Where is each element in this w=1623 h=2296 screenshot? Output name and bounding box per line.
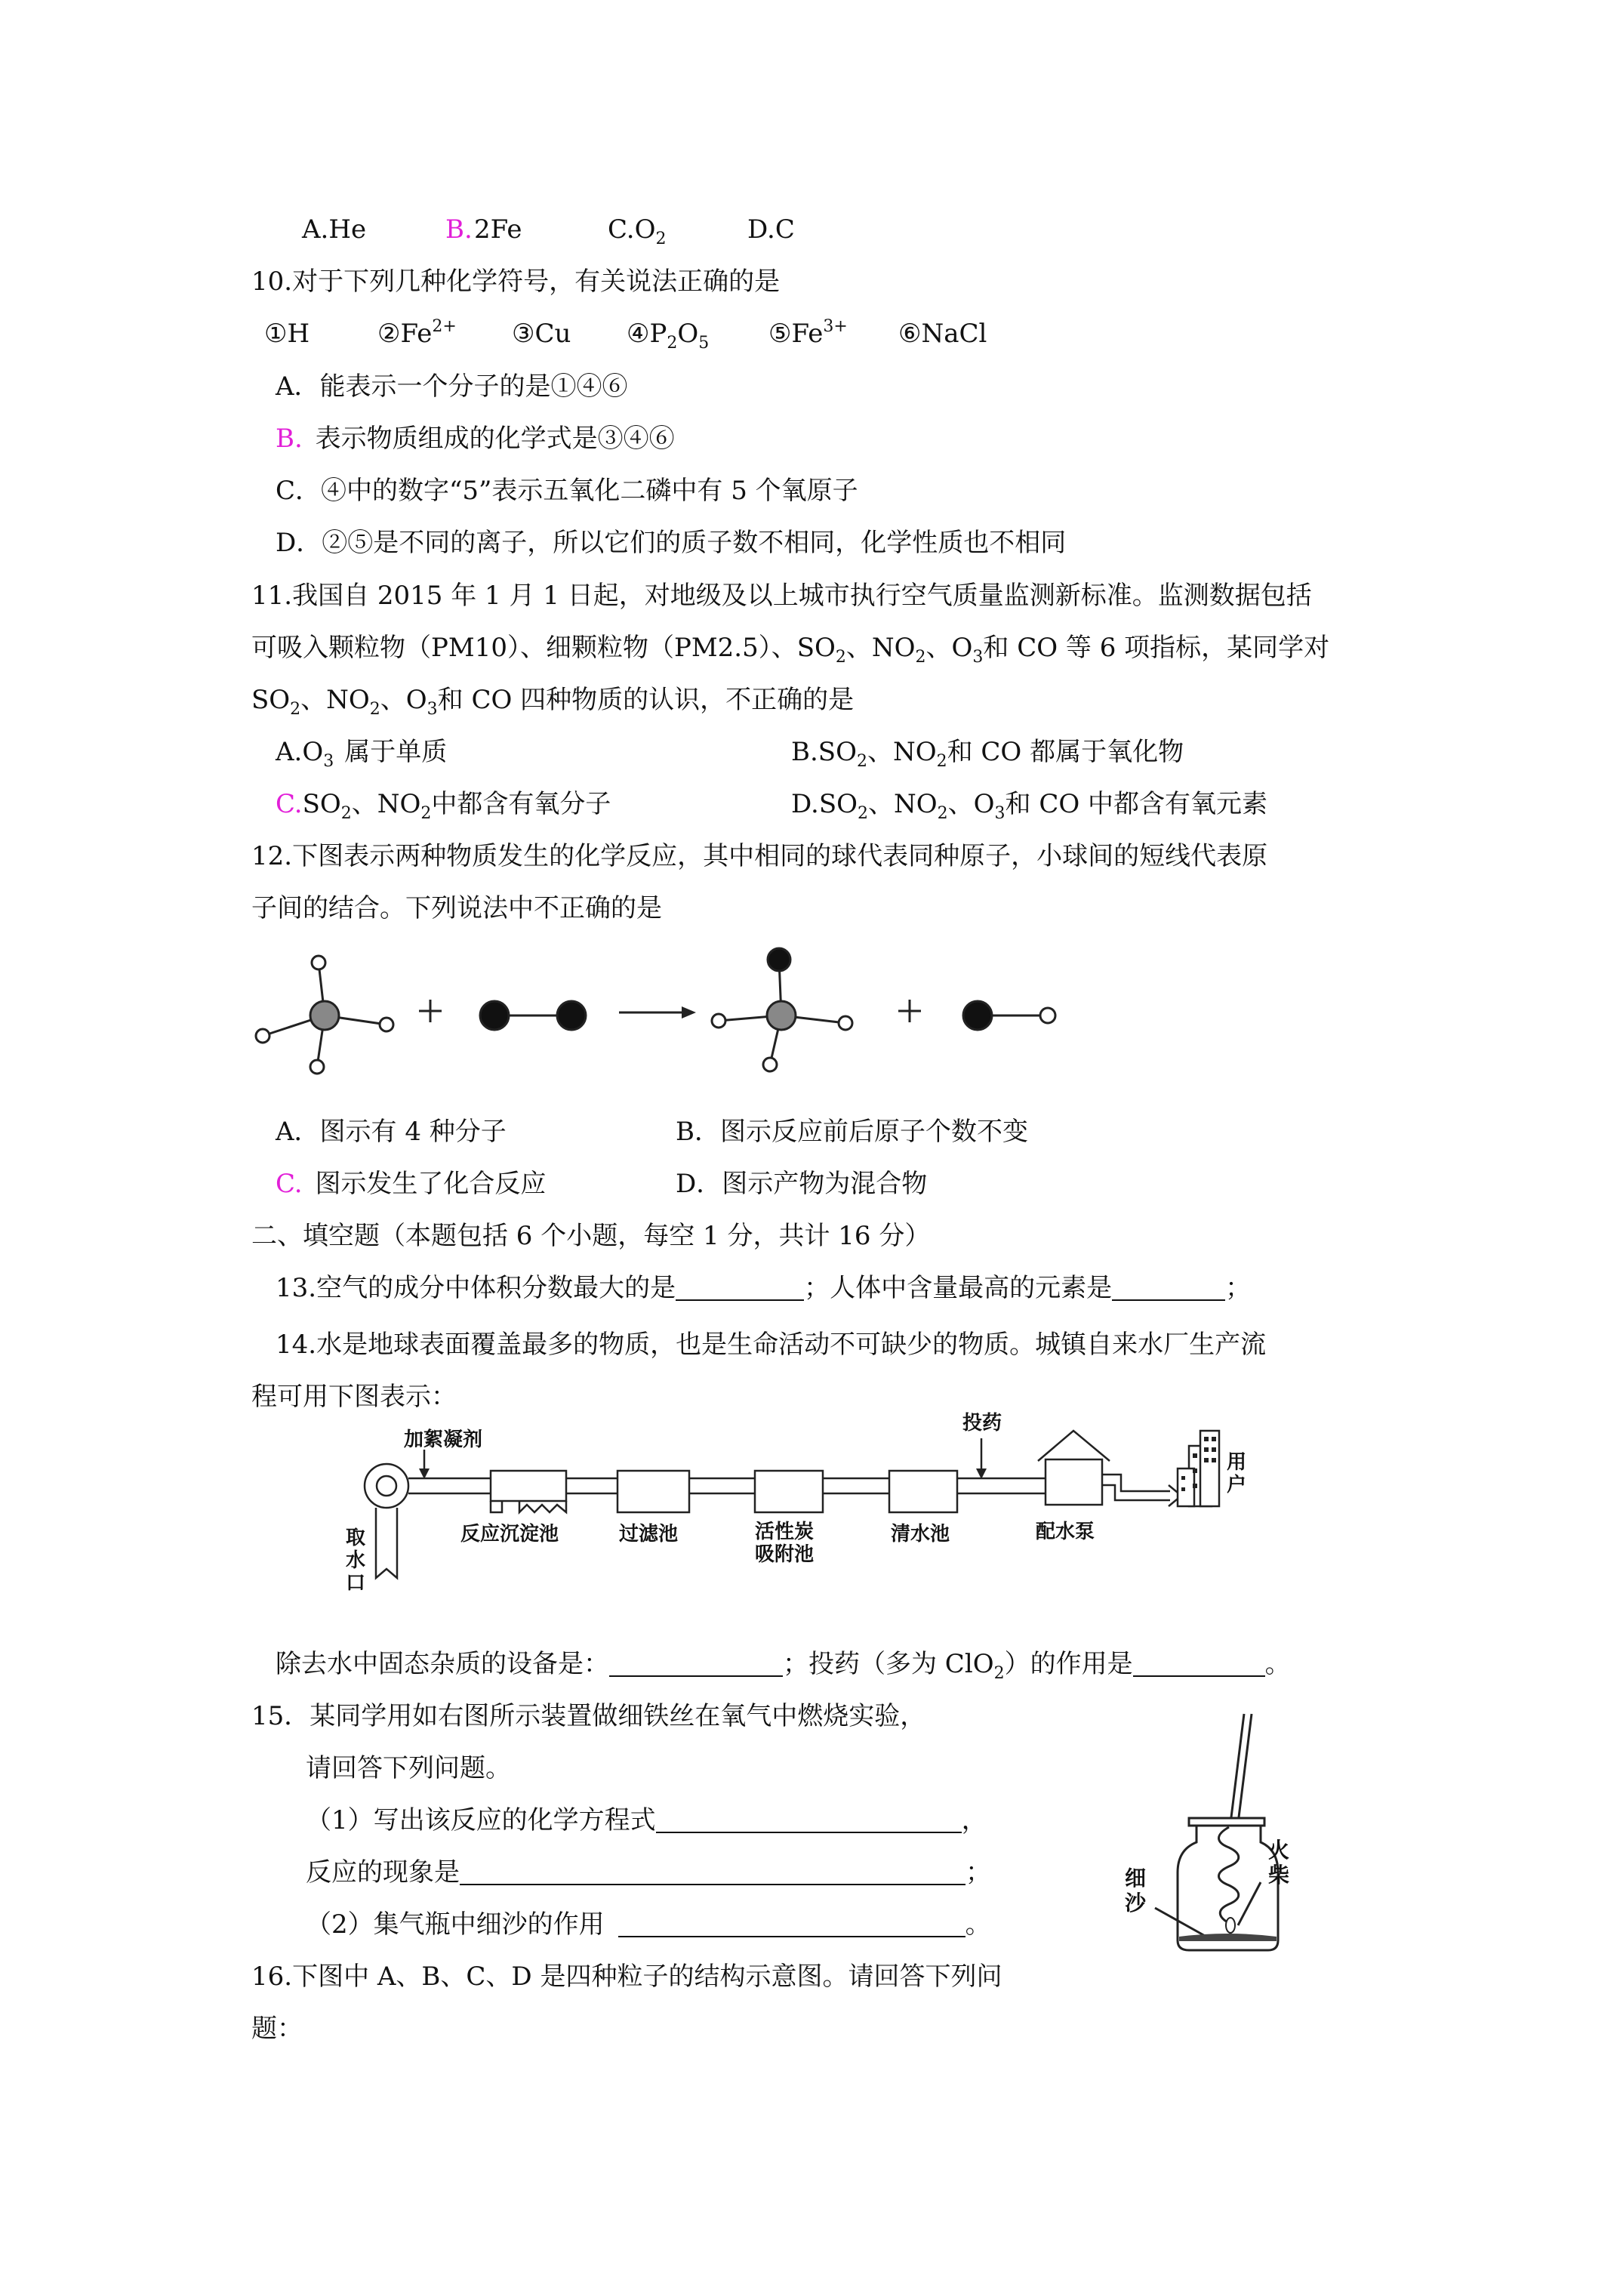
- carbon-label-2: 吸附池: [755, 1543, 815, 1566]
- q11-line3: $SO_2$、$NO_2$、$O_3$和 CO 四种物质的认识，不正确的是: [251, 685, 855, 719]
- q11-option-c: $C.SO_2$、$NO_2$中都含有氧分子: [276, 789, 611, 823]
- user-label-1: 用: [1227, 1451, 1247, 1474]
- q11-line1: 11.我国自 2015 年 1 月 1 日起，对地级及以上城市执行空气质量监测新标准。监测数据包括: [251, 581, 1312, 611]
- small-atom: [256, 1029, 269, 1043]
- dark-atom: [768, 948, 790, 971]
- q11-option-d: $D.SO_2$、$NO_2$、$O_3$和 CO 中都含有氧元素: [791, 789, 1268, 823]
- small-atom: [839, 1016, 852, 1030]
- match-head: [1226, 1918, 1235, 1933]
- reaction-diagram: [242, 940, 1110, 1106]
- q10-option-c: C．④中的数字“5”表示五氧化二磷中有 5 个氧原子: [276, 476, 858, 506]
- carbon-label-1: 活性炭: [755, 1521, 815, 1543]
- water-treatment-diagram: [317, 1412, 1283, 1635]
- q12-line1: 12.下图表示两种物质发生的化学反应，其中相同的球代表同种原子，小球间的短线代表原: [251, 841, 1268, 871]
- small-atom: [310, 1060, 324, 1074]
- q9-option-a: A.He: [302, 214, 367, 245]
- central-atom: [767, 1001, 796, 1030]
- q10-option-a: A．能表示一个分子的是①④⑥: [276, 371, 628, 402]
- coagulant-label: 加絮凝剂: [404, 1428, 483, 1451]
- q16-line1: 16.下图中 A、B、C、D 是四种粒子的结构示意图。请回答下列问: [251, 1962, 1002, 1992]
- small-atom: [312, 956, 325, 969]
- small-atom: [763, 1058, 777, 1071]
- q9-option-b-letter: B.: [445, 214, 473, 245]
- q15-blank-3[interactable]: [618, 1913, 965, 1937]
- small-atom: [1040, 1008, 1055, 1023]
- q14-answer: 除去水中固态杂质的设备是： ；投药（多为 ClO$_2$）的作用是 。: [276, 1649, 1291, 1683]
- clear-label: 清水池: [891, 1523, 950, 1546]
- q14-line1: 14.水是地球表面覆盖最多的物质，也是生命活动不可缺少的物质。城镇自来水厂生产流: [276, 1330, 1267, 1360]
- filter-label: 过滤池: [619, 1523, 679, 1546]
- user-label-2: 户: [1227, 1474, 1247, 1496]
- q9-options: A.He B. 2Fe $C.O_2$ D.C: [302, 214, 795, 248]
- sand-layer: [1179, 1934, 1277, 1941]
- iron-wire-apparatus: [1117, 1710, 1298, 1967]
- match-label-2: 柴: [1268, 1863, 1290, 1888]
- dark-atom: [963, 1001, 992, 1030]
- q15-line2: 请回答下列问题。: [306, 1753, 511, 1783]
- section-heading: 二、填空题（本题包括 6 个小题，每空 1 分，共计 16 分）: [251, 1221, 931, 1251]
- q13-blank-2[interactable]: [1112, 1277, 1225, 1301]
- q10-option-b: B. 表示物质组成的化学式是③④⑥: [276, 424, 675, 454]
- central-atom: [310, 1001, 339, 1030]
- q15-blank-1[interactable]: [656, 1809, 962, 1833]
- reaction-arrow-head: [682, 1006, 696, 1019]
- dark-atom: [480, 1001, 509, 1030]
- q12-option-c: C. 图示发生了化合反应: [276, 1169, 547, 1199]
- sand-label-2: 沙: [1125, 1891, 1147, 1915]
- intake-label-1: 取: [346, 1527, 366, 1549]
- q12-option-a: A．图示有 4 种分子: [276, 1117, 507, 1147]
- q11-line2: 可吸入颗粒物（PM10）、细颗粒物（PM2.5）、$SO_2$、$NO_2$、$O_3$和 CO 等 6 项指标，某同学对: [251, 633, 1330, 667]
- q12-option-d: D．图示产物为混合物: [676, 1169, 928, 1199]
- q9-option-b: 2Fe: [474, 214, 522, 245]
- q9-option-d: D.C: [747, 214, 795, 245]
- q15-line1: 15．某同学用如右图所示装置做细铁丝在氧气中燃烧实验，: [251, 1701, 926, 1731]
- q15-part1: （1）写出该反应的化学方程式 ，: [306, 1805, 987, 1835]
- q14-blank-2[interactable]: [1133, 1653, 1265, 1677]
- q11-option-b: $B.SO_2$、$NO_2$和 CO 都属于氧化物: [791, 737, 1184, 771]
- q15-part2: （2）集气瓶中细沙的作用 。: [306, 1909, 991, 1940]
- q16-line2: 题：: [251, 2014, 303, 2044]
- dosing-label: 投药: [962, 1412, 1002, 1435]
- dark-atom: [557, 1001, 586, 1030]
- q10-stem: 10.对于下列几种化学符号，有关说法正确的是: [251, 267, 781, 297]
- settling-label: 反应沉淀池: [460, 1523, 559, 1546]
- q14-line2: 程可用下图表示：: [251, 1382, 457, 1412]
- exam-page: A.He B. 2Fe $C.O_2$ D.C 10.对于下列几种化学符号，有关说法正确的是 ①H $②Fe^{2+}$ ③Cu $④P_2O_5$ $⑤Fe^{3+}$ ⑥NaCl A．能表示一个分子的是①④⑥ B. 表示物质组成的化学式是③④⑥ C．④中的数字“5”表示五氧化二磷中有 5 个氧原子 D．②⑤是不同的离子，所以它们的质子数不相同，化学性质也不相同 11.我国自 2015 年 1 月 1 日起，对地级及以上城市执行空气质量监测新标准。监测数据包括 可吸入颗粒物（PM10）、细颗粒物（PM2.5）、$SO_2$、$NO_2$、$O_3$和 CO 等 6 项指标，某同学对 $SO_2$、$NO_2$、$O_3$和 CO 四种物质的认识，不正确的是 $A.O_3$ 属于单质 $B.SO_2$、$NO_2$和 CO 都属于氧化物 $C.SO_2$、$NO_2$中都含有氧分子 $D.SO_2$、$NO_2$、$O_3$和 CO 中都含有氧元素 12.下图表示两种物质发生的化学反应，其中相同的球代表同种原子，小球间的短线代表原 子间的结合。下列说法中不正确的是 A．图示有 4 种分子 B．图示反应前后原子个数不变 C. 图示发生了化合反应 D．图示产物为混合物 二、填空题（本题包括 6 个小题，每空 1 分，共计 16 分） 13.空气的成分中体积分数最大的是 ；人体中含量最高的元素是 ； 14.水是地球表面覆盖最多的物质，也是生命活动不可缺少的物质。城镇自来水厂生产流 程可用下图表示： 加絮凝剂 投药 取 水 口 反应沉淀池 过滤池 活性炭 吸附池 清水池 配水泵 用 户 除去水中固态杂质的设备是： ；投药（多为 ClO$_2$）的作用是 。 15．某同学用如右图所示装置做细铁丝在氧气中燃烧实验， 请回答下列问题。 （1）写出该反应的化学方程式 ， 反应的现象是 ； （2）集气瓶中细沙的作用 。 细 沙 火 柴 16.下图中 A、B、C、D 是四种粒子的结构示意图。请回答下列问 题：: [0, 0, 1623, 2296]
- sand-label-1: 细: [1125, 1866, 1147, 1891]
- intake-label-3: 口: [346, 1572, 366, 1595]
- small-atom: [380, 1018, 393, 1031]
- q14-blank-1[interactable]: [609, 1653, 783, 1677]
- q11-option-a: $A.O_3$ 属于单质: [276, 737, 448, 771]
- q13-blank-1[interactable]: [676, 1277, 804, 1301]
- q15-phenomenon: 反应的现象是 ；: [306, 1857, 991, 1888]
- q12-option-c-letter: C.: [276, 1169, 303, 1199]
- q12-option-b: B．图示反应前后原子个数不变: [676, 1117, 1028, 1147]
- q13: 13.空气的成分中体积分数最大的是 ；人体中含量最高的元素是 ；: [276, 1273, 1252, 1303]
- pump-label: 配水泵: [1036, 1521, 1095, 1543]
- intake-label-2: 水: [346, 1549, 366, 1572]
- q11-option-c-letter: C.: [276, 789, 303, 819]
- match-label-1: 火: [1268, 1838, 1290, 1863]
- q15-blank-2[interactable]: [460, 1861, 965, 1885]
- q9-option-c: C.O: [608, 214, 656, 245]
- q10-option-d: D．②⑤是不同的离子，所以它们的质子数不相同，化学性质也不相同: [276, 528, 1067, 558]
- q10-option-b-letter: B.: [276, 424, 303, 454]
- small-atom: [712, 1014, 725, 1028]
- q12-line2: 子间的结合。下列说法中不正确的是: [251, 893, 662, 923]
